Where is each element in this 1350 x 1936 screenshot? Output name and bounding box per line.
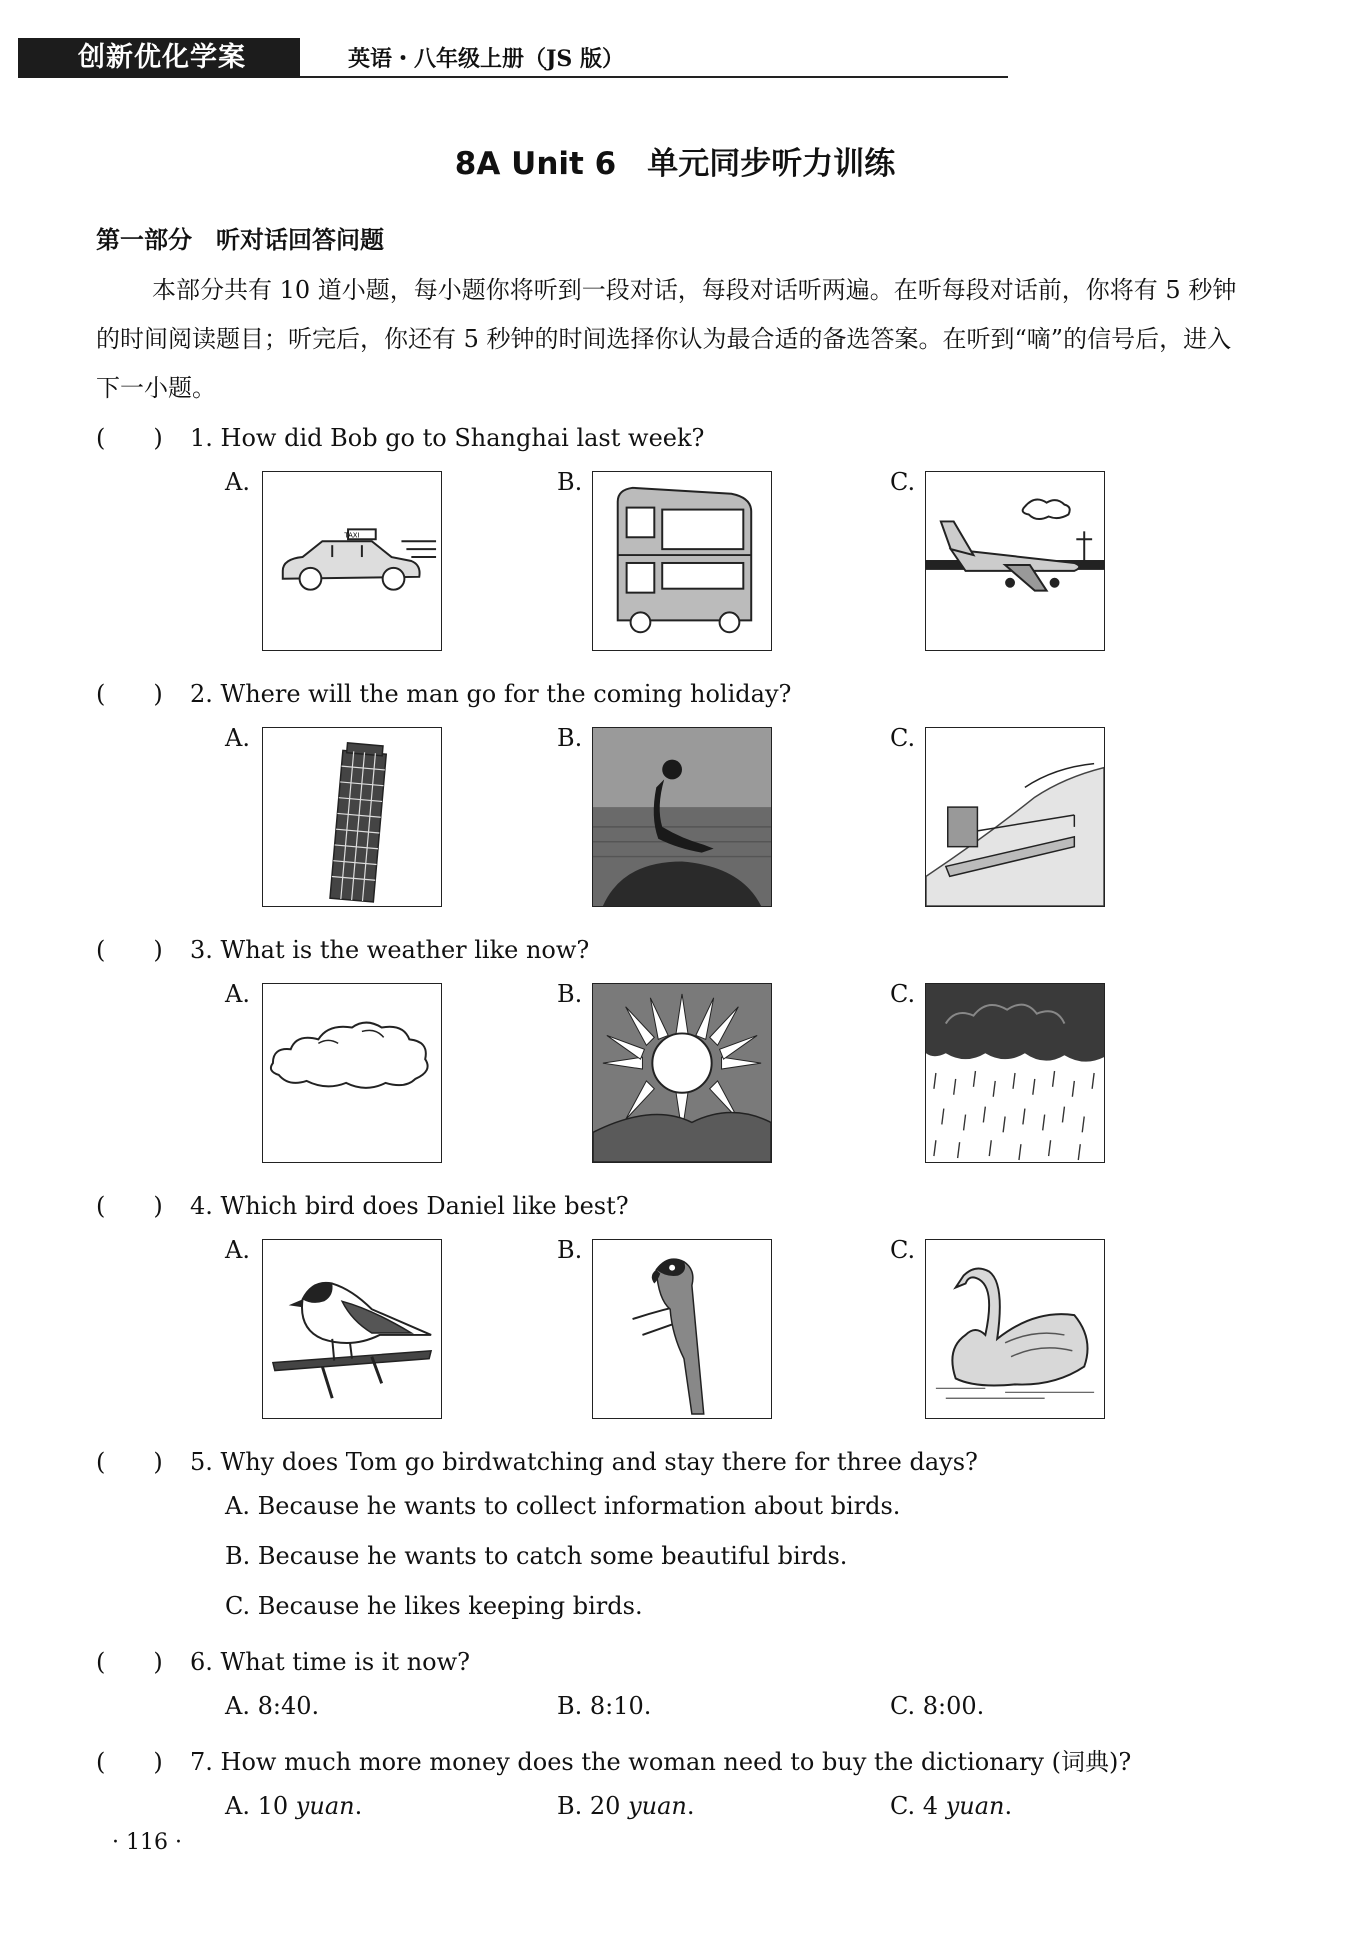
option-label: B.: [557, 1236, 583, 1264]
sunny-icon[interactable]: [592, 983, 772, 1163]
question-3: [96, 930, 589, 965]
unit-title: 8A Unit 6 单元同步听力训练: [454, 146, 896, 182]
swan-icon[interactable]: [925, 1239, 1105, 1419]
question-7: [96, 1742, 1131, 1777]
option-label: C.: [890, 1792, 916, 1820]
answer-blank[interactable]: ( ): [96, 1648, 163, 1676]
answer-blank[interactable]: ( ): [96, 1192, 163, 1220]
option-unit: yuan: [628, 1792, 687, 1820]
double-decker-bus-icon[interactable]: [592, 471, 772, 651]
option-text: Because he likes keeping birds.: [257, 1592, 643, 1620]
question-2: [96, 674, 791, 709]
option-label: B.: [557, 468, 583, 496]
mermaid-statue-icon[interactable]: [592, 727, 772, 907]
question-text: 3. What is the weather like now?: [190, 936, 590, 964]
question-text: 7. How much more money does the woman need to buy the dictionary (词典)?: [190, 1748, 1132, 1776]
option-label: C.: [890, 1236, 916, 1264]
option-label: B.: [557, 1792, 583, 1820]
option-label: A.: [225, 468, 250, 496]
cloudy-icon[interactable]: [262, 983, 442, 1163]
option-a[interactable]: [225, 1792, 362, 1820]
section-heading: 第一部分 听对话回答问题: [96, 226, 384, 254]
question-text: 5. Why does Tom go birdwatching and stay there for three days?: [190, 1448, 978, 1476]
option-b[interactable]: [557, 1792, 695, 1820]
option-label: A.: [225, 1792, 250, 1820]
option-label: A.: [225, 724, 250, 752]
question-text: 4. Which bird does Daniel like best?: [190, 1192, 629, 1220]
page-header: [18, 38, 1008, 78]
option-label: B.: [557, 980, 583, 1008]
question-text: 2. Where will the man go for the coming holiday?: [190, 680, 792, 708]
sparrow-icon[interactable]: [262, 1239, 442, 1419]
option-label: C.: [890, 980, 916, 1008]
option-amount: 20: [589, 1792, 621, 1820]
airplane-icon[interactable]: [925, 471, 1105, 651]
option-b[interactable]: [557, 1692, 651, 1720]
section-intro: 本部分共有 10 道小题，每小题你将听到一段对话，每段对话听两遍。在听每段对话前，你将有 5 秒钟的时间阅读题目；听完后，你还有 5 秒钟的时间选择你认为最合适的备选答案。在听到“嘀”的信号后，进入下一小题。: [96, 276, 1237, 402]
series-logo: 创新优化学案: [18, 38, 300, 78]
option-end: .: [686, 1792, 695, 1820]
header-rule: [300, 76, 1008, 78]
option-label: A.: [225, 1692, 250, 1720]
answer-blank[interactable]: ( ): [96, 1448, 163, 1476]
leaning-tower-icon[interactable]: [262, 727, 442, 907]
question-6: [96, 1642, 470, 1677]
option-label: C.: [890, 468, 916, 496]
option-text: 8:00.: [922, 1692, 985, 1720]
option-c[interactable]: [890, 1792, 1012, 1820]
option-unit: yuan: [295, 1792, 355, 1820]
answer-blank[interactable]: ( ): [96, 1748, 163, 1776]
option-text: 8:40.: [257, 1692, 320, 1720]
option-label: B.: [557, 724, 583, 752]
option-c[interactable]: [225, 1592, 643, 1620]
option-unit: yuan: [945, 1792, 1005, 1820]
option-amount: 10: [257, 1792, 289, 1820]
answer-blank[interactable]: ( ): [96, 936, 163, 964]
option-label: C.: [225, 1592, 251, 1620]
page-number: · 116 ·: [112, 1830, 182, 1855]
option-label: A.: [225, 1492, 250, 1520]
question-5: [96, 1442, 978, 1477]
rainy-icon[interactable]: [925, 983, 1105, 1163]
option-label: C.: [890, 724, 916, 752]
question-4: [96, 1186, 629, 1221]
option-label: B.: [557, 1692, 583, 1720]
answer-blank[interactable]: ( ): [96, 424, 163, 452]
taxi-icon[interactable]: [262, 471, 442, 651]
question-1: [96, 418, 704, 453]
option-label: C.: [890, 1692, 916, 1720]
great-wall-icon[interactable]: [925, 727, 1105, 907]
question-text: 1. How did Bob go to Shanghai last week?: [190, 424, 705, 452]
option-end: .: [354, 1792, 363, 1820]
option-amount: 4: [922, 1792, 939, 1820]
parrot-icon[interactable]: [592, 1239, 772, 1419]
option-text: Because he wants to catch some beautiful birds.: [257, 1542, 848, 1570]
option-a[interactable]: [225, 1492, 900, 1520]
answer-blank[interactable]: ( ): [96, 680, 163, 708]
option-text: Because he wants to collect information about birds.: [257, 1492, 901, 1520]
option-text: 8:10.: [589, 1692, 652, 1720]
option-c[interactable]: [890, 1692, 984, 1720]
option-end: .: [1004, 1792, 1013, 1820]
option-label: B.: [225, 1542, 251, 1570]
book-title: 英语・八年级上册（JS 版）: [348, 46, 624, 72]
svg-text:TAXI: TAXI: [344, 531, 360, 540]
question-text: 6. What time is it now?: [190, 1648, 471, 1676]
option-a[interactable]: [225, 1692, 319, 1720]
option-label: A.: [225, 1236, 250, 1264]
option-b[interactable]: [225, 1542, 847, 1570]
option-label: A.: [225, 980, 250, 1008]
